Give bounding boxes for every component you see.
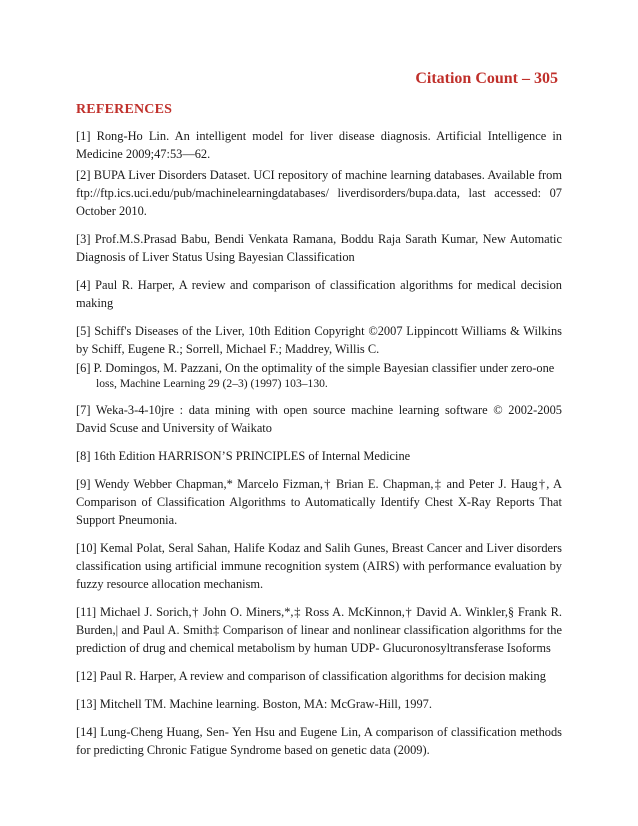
reference-line: [6] P. Domingos, M. Pazzani, On the optimality of the simple Bayesian classifier under zero-one	[76, 361, 555, 375]
reference-item: [11] Michael J. Sorich,† John O. Miners,*,‡ Ross A. McKinnon,† David A. Winkler,§ Frank R. Burden,| and Paul A. Smith‡ Comparison of linear and nonlinear classification algorithms for the prediction of drug and chemical metabolism by human UDP- Glucuronosyltransferase Isoforms	[76, 605, 562, 655]
reference-item: [7] Weka-3-4-10jre : data mining with open source machine learning software © 2002-2005 David Scuse and University of Waikato	[76, 403, 562, 435]
citation-count: Citation Count – 305	[415, 70, 558, 87]
reference-item: [3] Prof.M.S.Prasad Babu, Bendi Venkata Ramana, Boddu Raja Sarath Kumar, New Automatic Diagnosis of Liver Status Using Bayesian Classification	[76, 232, 562, 264]
reference-line: loss, Machine Learning 29 (2–3) (1997) 103–130.	[96, 377, 328, 390]
reference-item: [14] Lung-Cheng Huang, Sen- Yen Hsu and Eugene Lin, A comparison of classification methods for predicting Chronic Fatigue Syndrome based on genetic data (2009).	[76, 725, 562, 757]
references-list	[76, 127, 562, 769]
reference-item: [9] Wendy Webber Chapman,* Marcelo Fizman,† Brian E. Chapman,‡ and Peter J. Haug†, A Comparison of Classification Algorithms to Automatically Identify Chest X-Ray Reports That Support Pneumonia.	[76, 477, 562, 527]
reference-item: [4] Paul R. Harper, A review and comparison of classification algorithms for medical decision making	[76, 278, 562, 310]
reference-item: [12] Paul R. Harper, A review and comparison of classification algorithms for decision making	[76, 669, 546, 683]
reference-item: [8] 16th Edition HARRISON’S PRINCIPLES of Internal Medicine	[76, 449, 411, 463]
references-heading: REFERENCES	[76, 102, 173, 117]
reference-item: [1] Rong-Ho Lin. An intelligent model for liver disease diagnosis. Artificial Intelligence in Medicine 2009;47:53—62.	[76, 129, 562, 161]
reference-item	[76, 361, 562, 391]
reference-item: [5] Schiff's Diseases of the Liver, 10th Edition Copyright ©2007 Lippincott Williams & Wilkins by Schiff, Eugene R.; Sorrell, Michael F.; Maddrey, Willis C.	[76, 324, 562, 356]
reference-item: [13] Mitchell TM. Machine learning. Boston, MA: McGraw-Hill, 1997.	[76, 697, 432, 711]
reference-item: [10] Kemal Polat, Seral Sahan, Halife Kodaz and Salih Gunes, Breast Cancer and Liver disorders classification using artificial immune recognition system (AIRS) with performance evaluation by fuzzy resource allocation mechanism.	[76, 541, 562, 591]
reference-item: [2] BUPA Liver Disorders Dataset. UCI repository of machine learning databases. Available from ftp://ftp.ics.uci.edu/pub/machinelearningdatabases/ liverdisorders/bupa.data, last accessed: 07 October 2010.	[76, 168, 562, 218]
